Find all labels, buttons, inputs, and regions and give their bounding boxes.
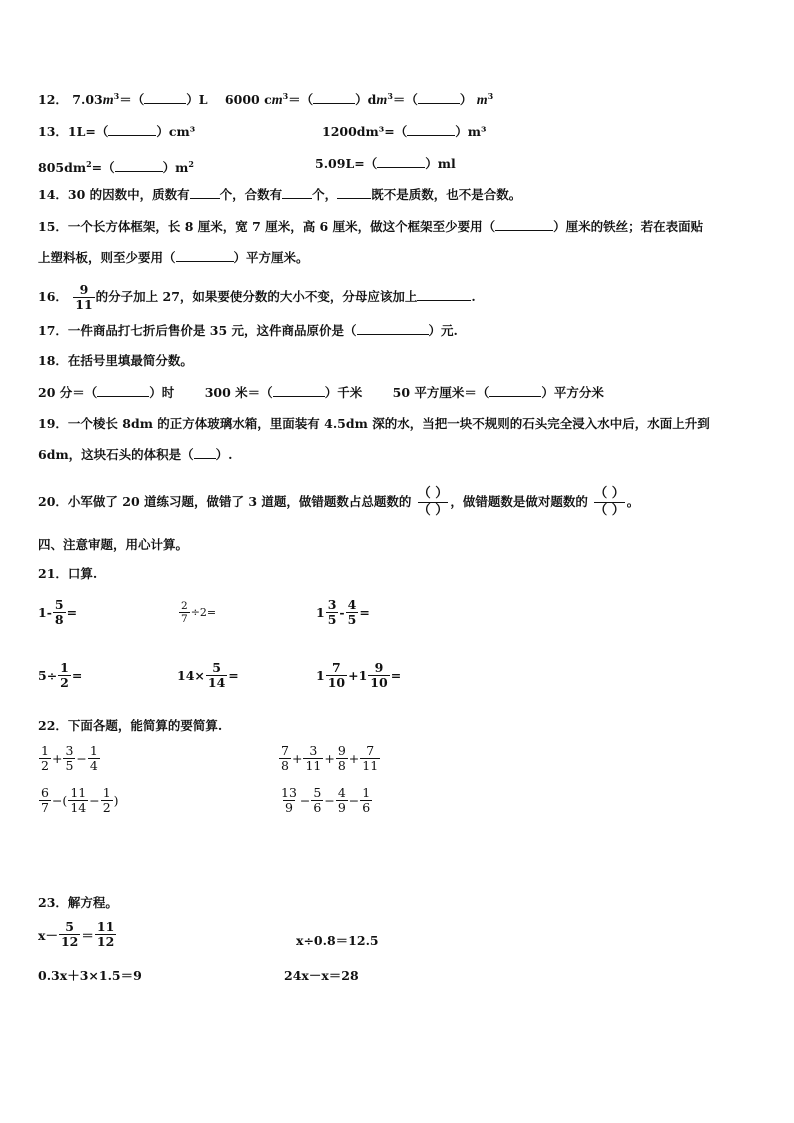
answer-blank[interactable] [190,186,220,199]
fraction: $\frac{5}{8}$ [54,597,64,627]
fraction: $\frac{1}{4}$ [89,743,98,773]
question-19-line1: 19．一个棱长 8dm 的正方体玻璃水箱，里面装有 4.5dm 深的水，当把一块不规则的石头完全浸入水中后，水面上升到 [38,416,710,431]
answer-blank[interactable] [176,249,234,262]
fraction: $\frac{7}{11}$ [362,743,379,773]
answer-blank[interactable] [108,123,156,136]
question-16: 16． $\frac{9}{11}$ 的分子加上 27，如果要使分数的大小不变，分母应该加上 . [38,282,476,312]
answer-blank[interactable] [417,288,471,301]
equation-4: 24x－x＝28 [284,968,359,983]
answer-blank[interactable] [357,322,429,335]
answer-fraction-box[interactable]: （ ） （ ） [417,486,449,518]
question-22-title: 22．下面各题，能简算的要简算. [38,718,223,733]
mental-calc-5: 14× $\frac{5}{14}$ = [177,660,239,690]
fraction: $\frac{4}{5}$ [347,597,357,627]
fraction: $\frac{7}{8}$ [281,743,289,773]
mental-calc-6: 1 $\frac{7}{10}$ +1 $\frac{9}{10}$ = [316,660,402,690]
question-13-right2: 5.09L=（ ）ml [315,156,456,171]
mental-calc-2: $\frac{2}{7}$ ÷2= [181,600,217,625]
answer-blank[interactable] [282,186,312,199]
question-17: 17．一件商品打七折后售价是 35 元，这件商品原价是（ ）元. [38,323,458,338]
simplify-expr-2: $\frac{7}{8}$ + $\frac{3}{11}$ + $\frac{9}{8}$ + $\frac{7}{11}$ [281,743,379,773]
fraction: $\frac{6}{7}$ [41,785,49,815]
question-12: 12． $7.03m^3=$（ ）L 6000 $cm^3=$（ ）$dm^3=$（ ） $m^3$ [38,91,494,109]
answer-blank[interactable] [407,123,455,136]
answer-blank[interactable] [194,446,216,459]
question-13-right1: 1200dm³=（ ）m³ [322,124,487,139]
answer-blank[interactable] [418,91,460,104]
question-15-line1: 15．一个长方体框架，长 8 厘米，宽 7 厘米，高 6 厘米，做这个框架至少要用（ ）厘米的铁丝；若在表面贴 [38,219,704,234]
section-heading: 四、注意审题，用心计算。 [38,537,189,552]
answer-blank[interactable] [97,384,149,397]
fraction: $\frac{11}{14}$ [70,785,87,815]
equation-1: x－ $\frac{5}{12}$ ＝ $\frac{11}{12}$ [38,919,115,949]
fraction: $\frac{3}{11}$ [305,743,322,773]
fraction: $\frac{9}{11}$ [75,282,93,312]
question-18: 18．在括号里填最简分数。 [38,353,193,368]
question-19-line2: 6dm，这块石头的体积是（ ）. [38,447,233,462]
fraction: $\frac{9}{10}$ [370,660,388,690]
answer-blank[interactable] [377,155,425,168]
fraction: $\frac{13}{9}$ [281,785,297,815]
question-14: 14．30 的因数中，质数有 个，合数有 个， 既不是质数，也不是合数。 [38,187,522,202]
equation-3: 0.3x＋3×1.5＝9 [38,968,142,983]
answer-blank[interactable] [337,186,371,199]
fraction: $\frac{9}{8}$ [337,743,346,773]
answer-blank[interactable] [495,218,553,231]
question-21-title: 21．口算. [38,566,98,581]
simplify-expr-3: $\frac{6}{7}$ −( $\frac{11}{14}$ − $\frac{1}{2}$ ) [41,785,119,815]
mental-calc-3: 1 $\frac{3}{5}$ - $\frac{4}{5}$ = [316,597,370,627]
fraction: $\frac{2}{7}$ [181,600,188,625]
mental-calc-4: 5÷ $\frac{1}{2}$ = [38,660,83,690]
fraction: $\frac{1}{2}$ [102,785,111,815]
answer-blank[interactable] [115,159,163,172]
answer-blank[interactable] [273,384,325,397]
mental-calc-1: 1- $\frac{5}{8}$ = [38,597,78,627]
fraction: $\frac{1}{2}$ [41,743,49,773]
question-23-title: 23．解方程。 [38,895,118,910]
fraction: $\frac{11}{12}$ [96,919,115,949]
answer-blank[interactable] [144,91,186,104]
fraction: $\frac{3}{5}$ [65,743,74,773]
fraction: $\frac{7}{10}$ [327,660,346,690]
fraction: $\frac{5}{12}$ [60,919,79,949]
question-18-items: 20 分＝（ ）时 300 米＝（ ）千米 50 平方厘米＝（ ）平方分米 [38,385,604,400]
answer-blank[interactable] [489,384,541,397]
simplify-expr-4: $\frac{13}{9}$ − $\frac{5}{6}$ − $\frac{4}{9}$ − $\frac{1}{6}$ [281,785,371,815]
question-13-line2: $805dm^2=$（ ）$m^2$ [38,159,194,176]
answer-blank[interactable] [313,91,355,104]
answer-fraction-box[interactable]: （ ） （ ） [594,486,625,518]
question-13-line1: 13．1L=（ ）cm³ [38,124,196,139]
fraction: $\frac{5}{6}$ [313,785,322,815]
equation-2: x÷0.8＝12.5 [296,933,379,948]
fraction: $\frac{1}{2}$ [60,660,69,690]
fraction: $\frac{1}{6}$ [362,785,371,815]
fraction: $\frac{4}{9}$ [337,785,346,815]
question-20: 20．小军做了 20 道练习题，做错了 3 道题，做错题数占总题数的 （ ） （ ） ，做错题数是做对题数的 （ ） （ ） 。 [38,486,640,518]
fraction: $\frac{3}{5}$ [327,597,337,627]
simplify-expr-1: $\frac{1}{2}$ + $\frac{3}{5}$ − $\frac{1}{4}$ [41,743,98,773]
fraction: $\frac{5}{14}$ [207,660,226,690]
question-15-line2: 上塑料板，则至少要用（ ）平方厘米。 [38,250,309,265]
